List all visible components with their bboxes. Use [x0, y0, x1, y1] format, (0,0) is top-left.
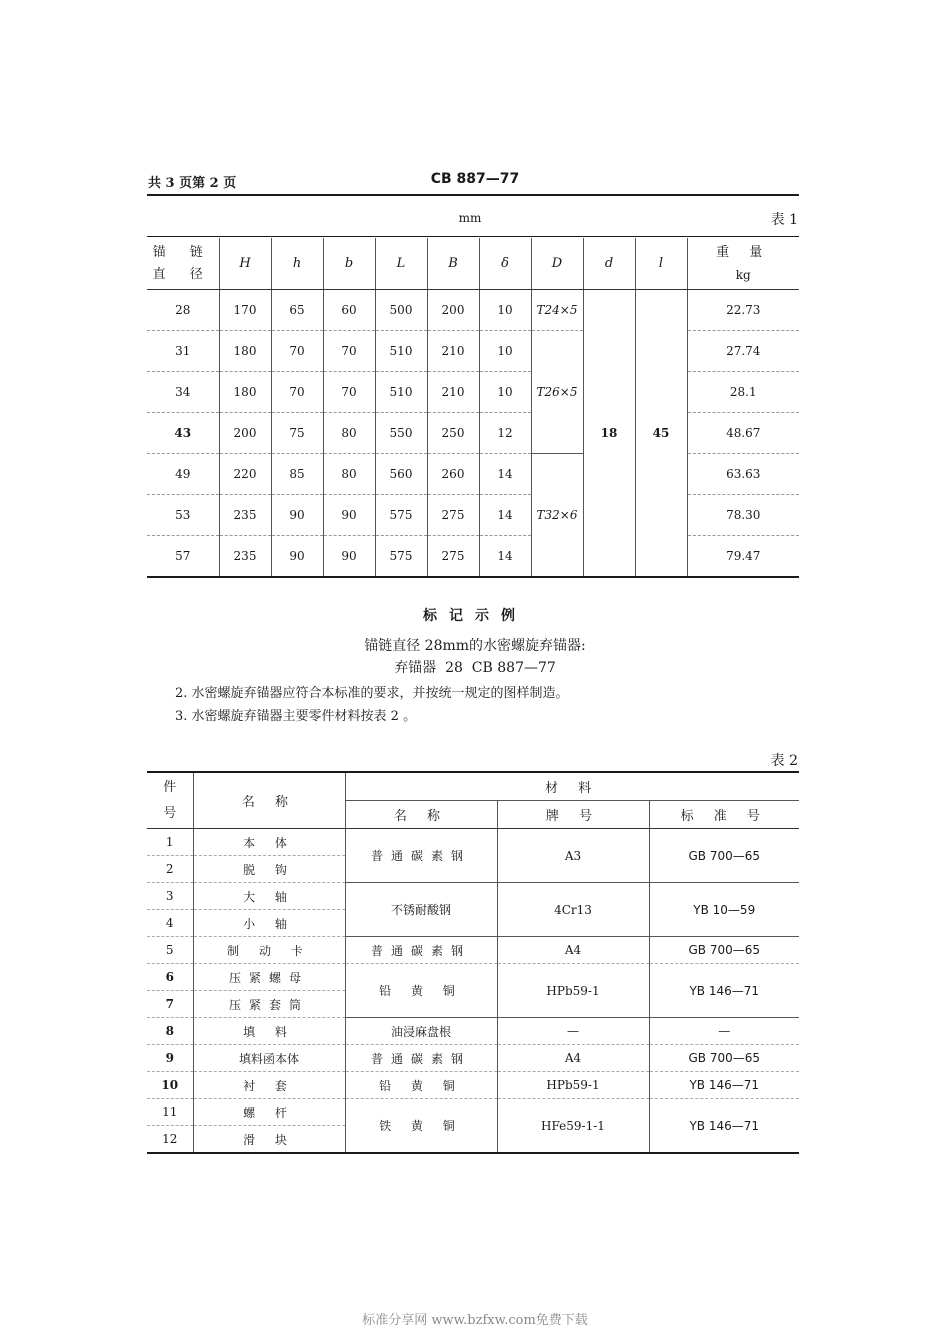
cell-part-no: 12: [147, 1126, 193, 1154]
col-delta: δ: [479, 238, 531, 290]
table1-top-rule: [147, 236, 799, 237]
table1-label: 表 1: [770, 212, 798, 228]
cell-d-merged: 18: [583, 290, 635, 578]
cell-part-no: 6: [147, 964, 193, 991]
cell-B: 200: [427, 290, 479, 331]
col-L: L: [375, 238, 427, 290]
cell-part-no: 9: [147, 1045, 193, 1072]
table1-unit: mm: [458, 211, 482, 225]
cell-delta: 10: [479, 290, 531, 331]
cell-dia: 34: [147, 372, 219, 413]
cell-part-name: 压紧螺母: [193, 964, 345, 991]
cell-part-name: 填 料: [193, 1018, 345, 1045]
cell-weight: 63.63: [687, 454, 799, 495]
cell-L: 575: [375, 536, 427, 578]
cell-dia: 53: [147, 495, 219, 536]
table-row: [147, 1018, 799, 1045]
marking-line1: 锚链直径 28mm的水密螺旋弃锚器:: [364, 638, 586, 654]
cell-material-name: 油浸麻盘根: [345, 1018, 497, 1045]
cell-material-name: 铅 黄 铜: [345, 1072, 497, 1099]
table-row: [147, 413, 799, 454]
table-row: [147, 290, 799, 331]
cell-delta: 14: [479, 495, 531, 536]
cell-weight: 22.73: [687, 290, 799, 331]
cell-delta: 12: [479, 413, 531, 454]
cell-b: 90: [323, 495, 375, 536]
cell-h: 65: [271, 290, 323, 331]
cell-part-name: 填料函本体: [193, 1045, 345, 1072]
cell-L: 550: [375, 413, 427, 454]
table-row: [147, 937, 799, 964]
cell-h: 90: [271, 495, 323, 536]
cell-b: 70: [323, 372, 375, 413]
cell-h: 70: [271, 372, 323, 413]
cell-part-name: 螺 杆: [193, 1099, 345, 1126]
cell-grade: A3: [497, 829, 649, 883]
cell-weight: 78.30: [687, 495, 799, 536]
cell-weight: 48.67: [687, 413, 799, 454]
col-H: H: [219, 238, 271, 290]
standard-code: CB 887—77: [430, 171, 520, 187]
cell-part-name: 本 体: [193, 829, 345, 856]
col-weight: 重 量 kg: [687, 238, 799, 290]
cell-B: 210: [427, 331, 479, 372]
table-row: [147, 1072, 799, 1099]
marking-title: 标记示例: [423, 608, 527, 624]
cell-H: 235: [219, 536, 271, 578]
table-row: [147, 454, 799, 495]
cell-grade: A4: [497, 937, 649, 964]
col-l: l: [635, 238, 687, 290]
cell-standard: GB 700—65: [649, 937, 799, 964]
cell-L: 560: [375, 454, 427, 495]
cell-part-name: 大 轴: [193, 883, 345, 910]
col-B: B: [427, 238, 479, 290]
cell-h: 70: [271, 331, 323, 372]
cell-part-name: 压紧套筒: [193, 991, 345, 1018]
table-row: [147, 495, 799, 536]
cell-delta: 10: [479, 372, 531, 413]
cell-L: 575: [375, 495, 427, 536]
cell-part-no: 5: [147, 937, 193, 964]
cell-dia: 43: [147, 413, 219, 454]
table-row: [147, 1099, 799, 1126]
table-row: [147, 883, 799, 910]
cell-material-name: 铁 黄 铜: [345, 1099, 497, 1154]
header-rule: [147, 194, 799, 196]
cell-L: 510: [375, 331, 427, 372]
cell-L: 510: [375, 372, 427, 413]
col-h: h: [271, 238, 323, 290]
cell-b: 90: [323, 536, 375, 578]
cell-B: 275: [427, 536, 479, 578]
col-b: b: [323, 238, 375, 290]
col-part-no: 件 号: [147, 773, 193, 829]
cell-standard: GB 700—65: [649, 1045, 799, 1072]
cell-grade: —: [497, 1018, 649, 1045]
footer-watermark: 标准分享网 www.bzfxw.com免费下载: [362, 1313, 588, 1328]
col-material-group: 材 料: [345, 773, 799, 801]
cell-delta: 10: [479, 331, 531, 372]
cell-part-no: 4: [147, 910, 193, 937]
cell-grade: HPb59-1: [497, 1072, 649, 1099]
table-row: [147, 331, 799, 372]
cell-dia: 49: [147, 454, 219, 495]
cell-part-no: 1: [147, 829, 193, 856]
cell-material-name: 铅 黄 铜: [345, 964, 497, 1018]
table-row: [147, 964, 799, 991]
cell-H: 220: [219, 454, 271, 495]
col-part-name: 名 称: [193, 773, 345, 829]
cell-part-no: 7: [147, 991, 193, 1018]
cell-part-no: 8: [147, 1018, 193, 1045]
cell-b: 70: [323, 331, 375, 372]
cell-grade: A4: [497, 1045, 649, 1072]
cell-standard: GB 700—65: [649, 829, 799, 883]
cell-material-name: 普通碳素钢: [345, 937, 497, 964]
dimensions-table: [147, 238, 799, 578]
cell-B: 210: [427, 372, 479, 413]
cell-H: 180: [219, 331, 271, 372]
cell-standard: YB 146—71: [649, 1099, 799, 1154]
cell-B: 250: [427, 413, 479, 454]
cell-D-group: T26×5: [531, 331, 583, 454]
cell-part-no: 10: [147, 1072, 193, 1099]
table-row: [147, 829, 799, 856]
marking-line2: 弃锚器 28 CB 887—77: [394, 660, 556, 676]
cell-H: 235: [219, 495, 271, 536]
cell-part-no: 3: [147, 883, 193, 910]
cell-standard: YB 146—71: [649, 1072, 799, 1099]
table-row: [147, 372, 799, 413]
cell-part-no: 11: [147, 1099, 193, 1126]
table2-label: 表 2: [770, 753, 798, 769]
cell-H: 170: [219, 290, 271, 331]
cell-weight: 28.1: [687, 372, 799, 413]
col-material-name: 名 称: [345, 801, 497, 829]
table1-header-row: [147, 238, 799, 290]
col-D: D: [531, 238, 583, 290]
col-standard: 标 准 号: [649, 801, 799, 829]
col-grade: 牌 号: [497, 801, 649, 829]
cell-delta: 14: [479, 536, 531, 578]
cell-L: 500: [375, 290, 427, 331]
col-chain-diameter: 锚 链 直 径: [147, 238, 219, 290]
col-d: d: [583, 238, 635, 290]
cell-h: 75: [271, 413, 323, 454]
cell-h: 90: [271, 536, 323, 578]
cell-B: 275: [427, 495, 479, 536]
page-info: 共 3 页第 2 页: [148, 176, 237, 191]
cell-h: 85: [271, 454, 323, 495]
cell-part-name: 滑 块: [193, 1126, 345, 1154]
cell-b: 60: [323, 290, 375, 331]
cell-H: 180: [219, 372, 271, 413]
table2-header-row-1: [147, 773, 799, 801]
cell-weight: 79.47: [687, 536, 799, 578]
table-row: [147, 1045, 799, 1072]
materials-table: [147, 773, 799, 1154]
cell-part-name: 衬 套: [193, 1072, 345, 1099]
cell-H: 200: [219, 413, 271, 454]
cell-b: 80: [323, 413, 375, 454]
cell-material-name: 不锈耐酸钢: [345, 883, 497, 937]
cell-standard: YB 146—71: [649, 964, 799, 1018]
cell-grade: 4Cr13: [497, 883, 649, 937]
paragraph-3: 3. 水密螺旋弃锚器主要零件材料按表 2 。: [175, 709, 417, 724]
cell-dia: 28: [147, 290, 219, 331]
cell-grade: HFe59-1-1: [497, 1099, 649, 1154]
cell-part-name: 脱 钩: [193, 856, 345, 883]
cell-B: 260: [427, 454, 479, 495]
cell-weight: 27.74: [687, 331, 799, 372]
cell-part-name: 小 轴: [193, 910, 345, 937]
table-row: [147, 536, 799, 578]
cell-l-merged: 45: [635, 290, 687, 578]
cell-D-group: T32×6: [531, 454, 583, 578]
cell-standard: YB 10—59: [649, 883, 799, 937]
cell-material-name: 普通碳素钢: [345, 1045, 497, 1072]
cell-material-name: 普通碳素钢: [345, 829, 497, 883]
cell-part-no: 2: [147, 856, 193, 883]
cell-delta: 14: [479, 454, 531, 495]
cell-grade: HPb59-1: [497, 964, 649, 1018]
cell-dia: 31: [147, 331, 219, 372]
paragraph-2: 2. 水密螺旋弃锚器应符合本标准的要求，并按统一规定的图样制造。: [175, 686, 569, 701]
cell-standard: —: [649, 1018, 799, 1045]
cell-part-name: 制 动 卡: [193, 937, 345, 964]
cell-b: 80: [323, 454, 375, 495]
cell-dia: 57: [147, 536, 219, 578]
cell-D-group: T24×5: [531, 290, 583, 331]
